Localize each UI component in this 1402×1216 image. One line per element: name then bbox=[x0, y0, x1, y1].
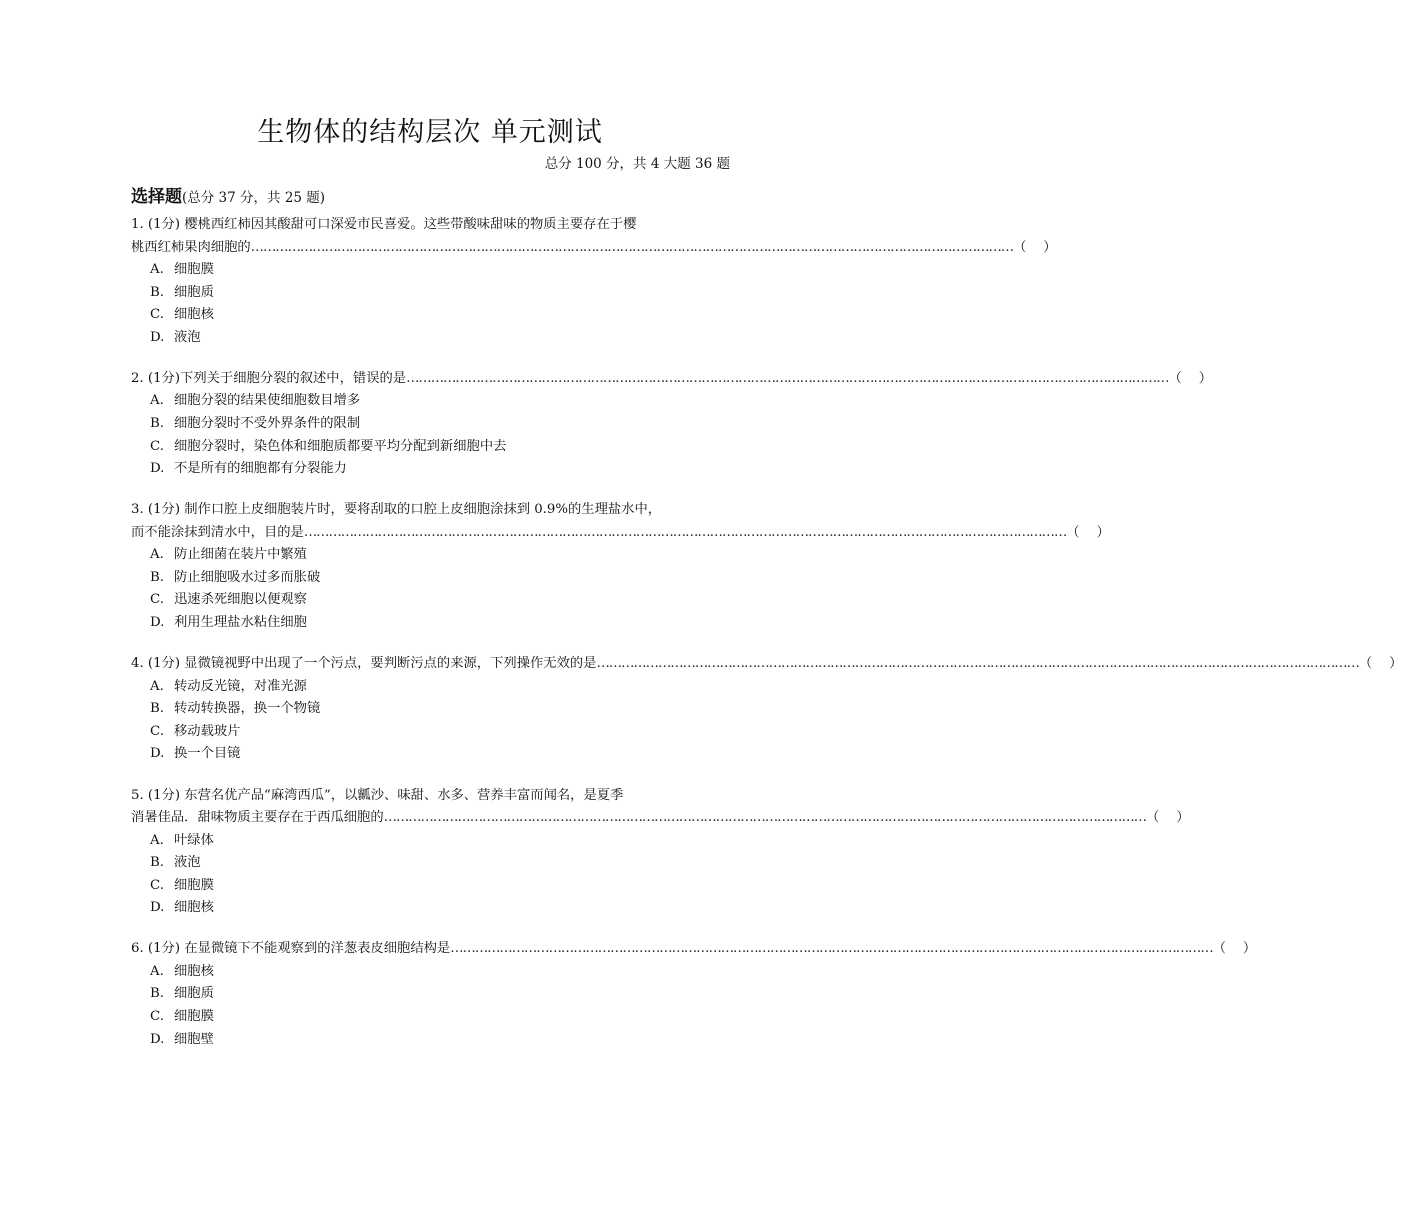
option-a bbox=[150, 830, 739, 853]
option-text: 细胞核 bbox=[174, 963, 214, 979]
question-text: 4. (1分) 显微镜视野中出现了一个污点，要判断污点的来源，下列操作无效的是 bbox=[131, 656, 597, 672]
option-text: 细胞膜 bbox=[174, 262, 214, 277]
option-label: A. bbox=[150, 393, 164, 409]
option-label: B. bbox=[150, 415, 164, 431]
answer-blank: （ ） bbox=[1358, 656, 1402, 672]
option-text: 细胞分裂时，染色体和细胞质都要平均分配到新细胞中去 bbox=[174, 438, 507, 454]
option-d bbox=[150, 612, 739, 635]
option-label: B. bbox=[150, 284, 164, 300]
option-label: C. bbox=[150, 592, 164, 608]
option-label: D. bbox=[150, 615, 165, 631]
question-text: 1. (1分) 樱桃西红柿因其酸甜可口深爱市民喜爱。这些带酸味甜味的物质主要存在于樱 bbox=[131, 217, 637, 232]
option-label: B. bbox=[150, 701, 164, 717]
option-list bbox=[150, 544, 739, 634]
option-text: 不是所有的细胞都有分裂能力 bbox=[174, 461, 347, 477]
option-a bbox=[150, 676, 739, 699]
option-b bbox=[150, 282, 739, 305]
leader-dots: …………………………………………………………………………………………………………………………………………………………………… bbox=[596, 656, 1359, 672]
section-name: 选择题 bbox=[131, 187, 182, 207]
option-list bbox=[150, 961, 739, 1051]
option-text: 细胞分裂的结果使细胞数目增多 bbox=[174, 393, 361, 409]
total-score-info: 总分 100 分，共 4 大题 36 题 bbox=[544, 156, 730, 172]
option-text: 细胞壁 bbox=[174, 1031, 214, 1047]
option-text: 转动反光镜，对准光源 bbox=[174, 678, 307, 694]
option-a bbox=[150, 390, 739, 413]
option-text: 细胞核 bbox=[174, 307, 214, 323]
option-text: 叶绿体 bbox=[174, 832, 214, 848]
question-5 bbox=[131, 785, 1190, 920]
question-list bbox=[131, 214, 1402, 1070]
question-text: 消暑佳品．甜味物质主要存在于西瓜细胞的 bbox=[131, 810, 384, 825]
option-b bbox=[150, 983, 739, 1006]
answer-blank: （ ） bbox=[1066, 524, 1110, 540]
option-a bbox=[150, 259, 739, 282]
option-b bbox=[150, 698, 739, 721]
option-text: 防止细菌在装片中繁殖 bbox=[174, 547, 307, 563]
answer-blank: （ ） bbox=[1212, 941, 1257, 957]
option-label: D. bbox=[150, 329, 165, 345]
option-label: C. bbox=[150, 307, 164, 323]
option-text: 换一个目镜 bbox=[174, 746, 241, 762]
option-label: D. bbox=[150, 1031, 165, 1047]
question-1 bbox=[131, 214, 1057, 349]
option-c bbox=[150, 436, 739, 459]
option-text: 迅速杀死细胞以便观察 bbox=[174, 592, 307, 608]
option-text: 细胞质 bbox=[174, 986, 214, 1002]
option-text: 细胞膜 bbox=[174, 1009, 214, 1025]
option-label: D. bbox=[150, 746, 165, 762]
question-text: 3. (1分) 制作口腔上皮细胞装片时，要将刮取的口腔上皮细胞涂抹到 0.9%的生理盐水中， bbox=[131, 502, 662, 518]
leader-dots: …………………………………………………………………………………………………………………………………………………………………… bbox=[383, 810, 1147, 825]
option-d bbox=[150, 327, 739, 350]
option-label: D. bbox=[150, 900, 165, 916]
leader-dots: …………………………………………………………………………………………………………………………………………………………………… bbox=[250, 239, 1014, 255]
option-b bbox=[150, 852, 739, 875]
option-b bbox=[150, 567, 739, 590]
option-label: C. bbox=[150, 438, 164, 454]
option-text: 防止细胞吸水过多而胀破 bbox=[174, 569, 321, 585]
option-d bbox=[150, 1029, 739, 1052]
question-line bbox=[131, 214, 739, 237]
option-label: B. bbox=[150, 986, 164, 1002]
option-label: C. bbox=[150, 877, 164, 893]
option-label: C. bbox=[150, 1009, 164, 1025]
section-info: (总分 37 分，共 25 题) bbox=[182, 190, 326, 206]
option-text: 液泡 bbox=[174, 329, 201, 345]
question-line bbox=[131, 499, 739, 522]
question-4 bbox=[131, 653, 1402, 766]
option-label: C. bbox=[150, 723, 164, 739]
option-text: 移动载玻片 bbox=[174, 723, 241, 739]
option-text: 细胞膜 bbox=[174, 877, 214, 893]
question-3 bbox=[131, 499, 1110, 634]
option-text: 利用生理盐水粘住细胞 bbox=[174, 615, 307, 631]
option-text: 转动转换器，换一个物镜 bbox=[174, 701, 321, 717]
option-label: A. bbox=[150, 678, 164, 694]
option-d bbox=[150, 743, 739, 766]
leader-dots: …………………………………………………………………………………………………………………………………………………………………… bbox=[303, 524, 1067, 540]
option-label: B. bbox=[150, 855, 164, 871]
question-text: 2. (1分)下列关于细胞分裂的叙述中，错误的是 bbox=[131, 370, 407, 386]
option-d bbox=[150, 897, 739, 920]
option-a bbox=[150, 544, 739, 567]
option-text: 细胞质 bbox=[174, 284, 214, 300]
answer-blank: （ ） bbox=[1146, 810, 1190, 825]
question-line bbox=[131, 807, 1190, 830]
option-label: A. bbox=[150, 832, 164, 848]
question-line bbox=[131, 522, 1110, 545]
option-label: B. bbox=[150, 569, 164, 585]
question-text: 6. (1分) 在显微镜下不能观察到的洋葱表皮细胞结构是 bbox=[131, 941, 451, 957]
option-label: D. bbox=[150, 461, 165, 477]
question-line bbox=[131, 237, 1057, 260]
option-d bbox=[150, 458, 739, 481]
option-c bbox=[150, 1006, 739, 1029]
option-list bbox=[150, 390, 739, 480]
option-c bbox=[150, 589, 739, 612]
option-c bbox=[150, 875, 739, 898]
question-line bbox=[131, 785, 739, 808]
question-text: 桃西红柿果肉细胞的 bbox=[131, 239, 251, 255]
option-c bbox=[150, 304, 739, 327]
option-label: A. bbox=[150, 547, 164, 563]
option-a bbox=[150, 961, 739, 984]
option-text: 细胞分裂时不受外界条件的限制 bbox=[174, 415, 361, 431]
question-line bbox=[131, 653, 1402, 676]
question-2 bbox=[131, 368, 1213, 481]
option-text: 液泡 bbox=[174, 855, 201, 871]
option-label: A. bbox=[150, 963, 164, 979]
answer-blank: （ ） bbox=[1013, 239, 1057, 255]
question-6 bbox=[131, 938, 1257, 1051]
question-line bbox=[131, 938, 1257, 961]
option-list bbox=[150, 676, 739, 766]
section-heading bbox=[131, 182, 325, 207]
option-list bbox=[150, 830, 739, 920]
leader-dots: …………………………………………………………………………………………………………………………………………………………………… bbox=[406, 370, 1169, 386]
option-c bbox=[150, 721, 739, 744]
question-line bbox=[131, 368, 1213, 391]
question-text: 而不能涂抹到清水中，目的是 bbox=[131, 524, 304, 540]
leader-dots: …………………………………………………………………………………………………………………………………………………………………… bbox=[450, 941, 1213, 957]
option-list bbox=[150, 259, 739, 349]
question-text: 5. (1分) 东营名优产品“麻湾西瓜”，以瓤沙、味甜、水多、营养丰富而闻名，是夏季 bbox=[131, 787, 624, 803]
option-b bbox=[150, 413, 739, 436]
option-text: 细胞核 bbox=[174, 900, 214, 916]
option-label: A. bbox=[150, 262, 164, 277]
page-title: 生物体的结构层次 单元测试 bbox=[257, 117, 603, 148]
answer-blank: （ ） bbox=[1168, 370, 1213, 386]
